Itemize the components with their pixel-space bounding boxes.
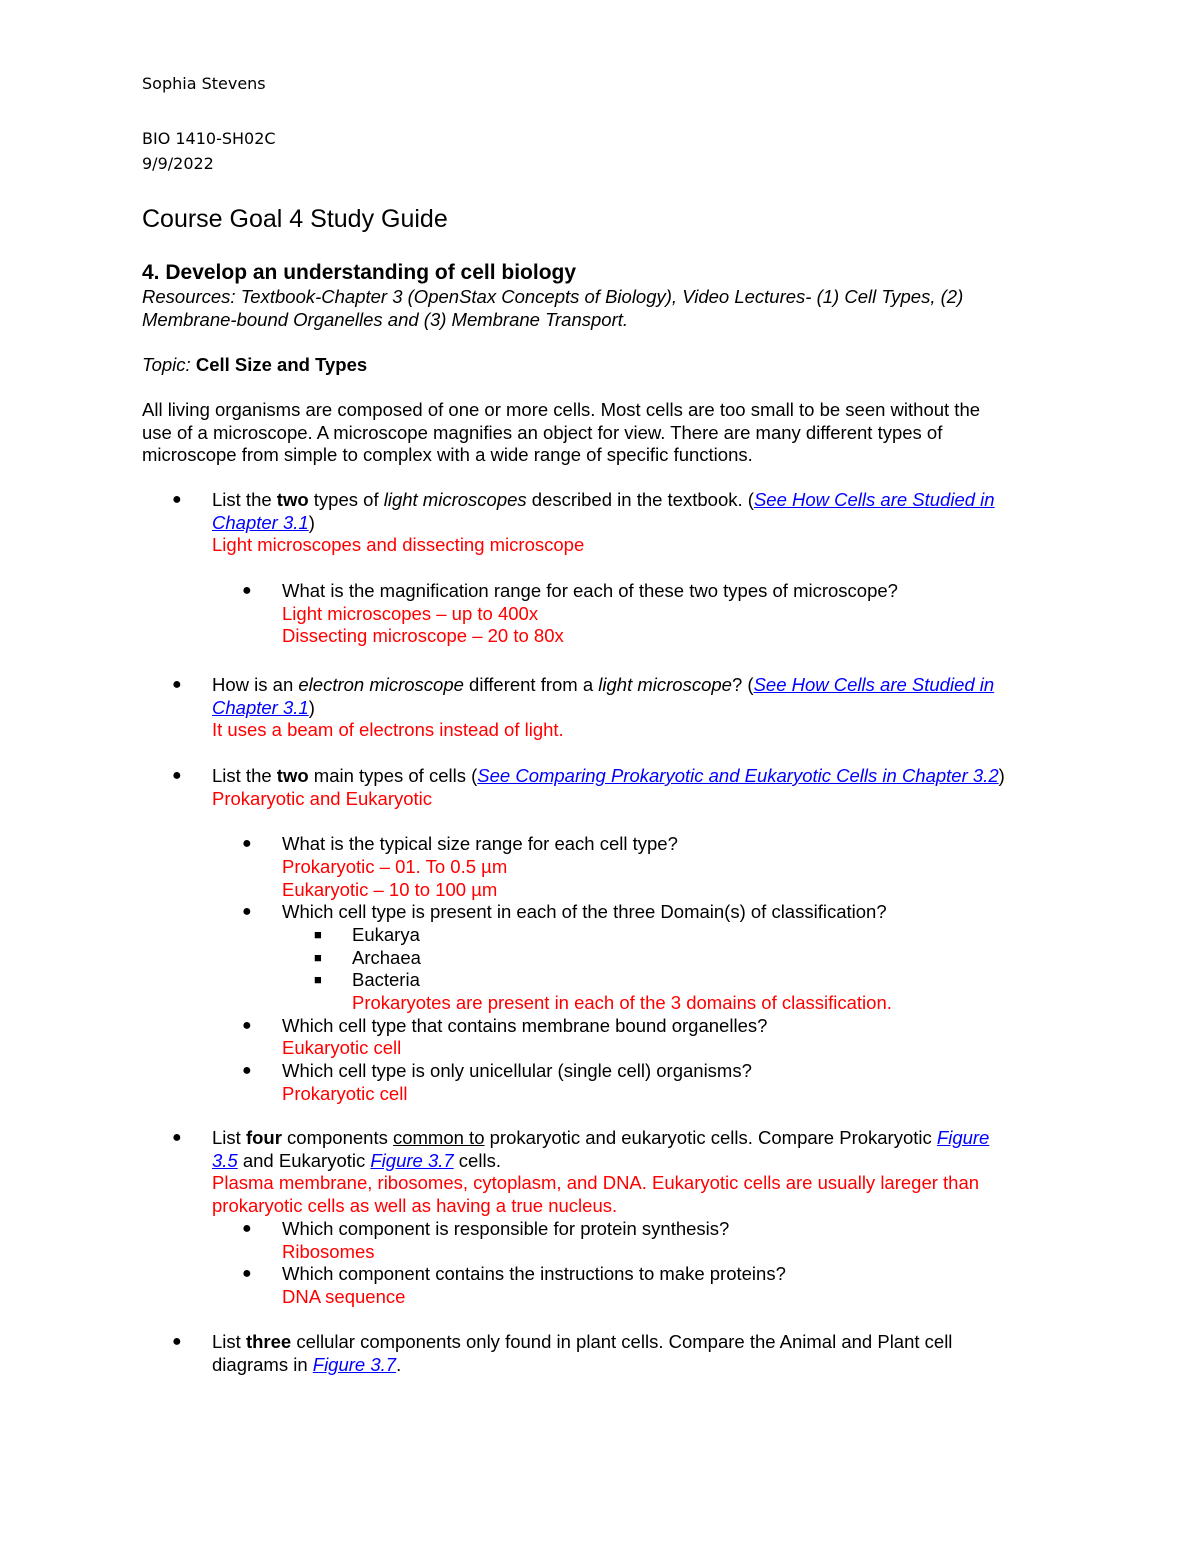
- list-item: ● What is the typical size range for each cell type?: [242, 833, 678, 855]
- bullet-icon: ●: [172, 1129, 182, 1146]
- link-cells-studied[interactable]: See How Cells are Studied in: [753, 489, 995, 510]
- link-figure-3-5-number[interactable]: 3.5: [212, 1149, 238, 1171]
- list-item: ● List the two types of light microscopes described in the textbook. (See How Cells are Studied in: [172, 489, 995, 510]
- list-item: ■ Bacteria: [314, 969, 420, 991]
- question-common-components: ● List four components common to prokaryotic and eukaryotic cells. Compare Prokaryotic Figure 3.5 and Eukaryotic Figure 3.7 cells. Plasma membrane, ribosomes, cytoplasm, and DNA. Eukaryotic cells are usually lareger than prokaryotic cells as well as having a true nucleus. ● Which component is responsible for protein synthesis? Ribosomes ● Which component contains the instructions to make proteins? DNA sequence: [142, 1127, 989, 1309]
- list-item: ● List three cellular components only found in plant cells. Compare the Animal and Plant cell: [172, 1331, 953, 1352]
- answer-text: Light microscopes and dissecting microscope: [212, 534, 585, 556]
- bullet-icon: ●: [242, 1016, 252, 1034]
- bullet-icon: ●: [242, 1265, 252, 1283]
- list-item: ● What is the magnification range for each of these two types of microscope?: [242, 579, 898, 601]
- bullet-icon: ●: [242, 581, 252, 599]
- answer-text: Prokaryotes are present in each of the 3 domains of classification.: [352, 992, 892, 1014]
- bullet-icon: ●: [172, 1333, 182, 1350]
- answer-text: It uses a beam of electrons instead of light.: [212, 719, 564, 741]
- list-item: ● List four components common to prokaryotic and eukaryotic cells. Compare Prokaryotic Figure: [172, 1127, 990, 1148]
- link-figure-3-7[interactable]: Figure 3.7: [312, 1353, 397, 1375]
- goal-heading: 4. Develop an understanding of cell biology: [142, 261, 577, 284]
- resources-text: Resources: Textbook-Chapter 3 (OpenStax Concepts of Biology), Video Lectures- (1) Cell Types, (2) Membrane-bound Organelles and (3) Membrane Transport.: [142, 286, 964, 330]
- bullet-icon: ●: [242, 1062, 252, 1080]
- course-code: BIO 1410-SH02C: [142, 129, 276, 148]
- list-item: ■ Eukarya: [314, 923, 420, 945]
- intro-paragraph: All living organisms are composed of one or more cells. Most cells are too small to be seen without the use of a microscope. A microscope magnifies an object for view. There are many different types of microscope from simple to complex with a wide range of specific functions.: [142, 399, 981, 466]
- answer-text: Ribosomes: [282, 1240, 375, 1262]
- bullet-icon: ●: [172, 491, 182, 508]
- link-cells-studied[interactable]: See How Cells are Studied in: [753, 674, 995, 695]
- list-item: ● Which cell type is only unicellular (single cell) organisms?: [242, 1060, 752, 1082]
- link-chapter-3-1[interactable]: Chapter 3.1: [212, 511, 309, 533]
- square-bullet-icon: ■: [314, 949, 322, 965]
- answer-text: Prokaryotic – 01. To 0.5 µm: [282, 855, 508, 877]
- answer-text: Dissecting microscope – 20 to 80x: [282, 625, 564, 647]
- list-item: ■ Archaea: [314, 946, 421, 968]
- list-item: ● Which component is responsible for protein synthesis?: [242, 1217, 730, 1239]
- link-comparing-cells[interactable]: See Comparing Prokaryotic and Eukaryotic Cells in Chapter 3.2: [477, 765, 999, 786]
- answer-text: Light microscopes – up to 400x: [282, 602, 539, 624]
- answer-text: Prokaryotic and Eukaryotic: [212, 787, 433, 809]
- topic-line: Topic: Cell Size and Types: [142, 354, 368, 375]
- list-item: ● Which component contains the instructions to make proteins?: [242, 1263, 786, 1285]
- page-title: Course Goal 4 Study Guide: [142, 205, 448, 233]
- list-item: ● How is an electron microscope different from a light microscope? (See How Cells are Studied in: [172, 674, 995, 695]
- link-chapter-3-1[interactable]: Chapter 3.1: [212, 696, 309, 718]
- list-item: ● Which cell type that contains membrane bound organelles?: [242, 1014, 768, 1036]
- question-cell-types: [142, 765, 1005, 1106]
- answer-text: Eukaryotic – 10 to 100 µm: [282, 878, 498, 900]
- answer-text: Prokaryotic cell: [282, 1082, 408, 1104]
- bullet-icon: ●: [242, 1219, 252, 1237]
- question-electron-microscope: ● How is an electron microscope different from a light microscope? (See How Cells are Studied in Chapter 3.1) It uses a beam of electrons instead of light.: [142, 674, 994, 742]
- list-item: ● Which cell type is present in each of the three Domain(s) of classification?: [242, 901, 887, 923]
- author-name: Sophia Stevens: [142, 74, 266, 93]
- bullet-icon: ●: [242, 835, 252, 853]
- answer-text: DNA sequence: [282, 1285, 406, 1307]
- link-figure-3-7[interactable]: Figure 3.7: [370, 1149, 454, 1171]
- answer-text: Plasma membrane, ribosomes, cytoplasm, and DNA. Eukaryotic cells are usually lareger than: [212, 1172, 980, 1194]
- bullet-icon: ●: [172, 767, 182, 784]
- square-bullet-icon: ■: [314, 926, 322, 942]
- list-item: ● List the two main types of cells (See Comparing Prokaryotic and Eukaryotic Cells in Chapter 3.2): [172, 765, 1005, 786]
- question-light-microscopes: ● List the two types of light microscopes described in the textbook. (See How Cells are Studied in Chapter 3.1) Light microscopes and dissecting microscope ● What is the magnification range for each of these two types of microscope? Light microscopes – up to 400x Dissecting microscope – 20 to 80x: [142, 489, 995, 648]
- square-bullet-icon: ■: [314, 972, 322, 988]
- link-figure-3-5[interactable]: Figure: [936, 1127, 990, 1148]
- answer-text: prokaryotic cells as well as having a true nucleus.: [212, 1195, 618, 1217]
- bullet-icon: ●: [172, 676, 182, 693]
- answer-text: Eukaryotic cell: [282, 1037, 402, 1059]
- document-date: 9/9/2022: [142, 154, 214, 173]
- question-plant-cells: ● List three cellular components only found in plant cells. Compare the Animal and Plant cell diagrams in Figure 3.7.: [142, 1331, 952, 1376]
- bullet-icon: ●: [242, 903, 252, 921]
